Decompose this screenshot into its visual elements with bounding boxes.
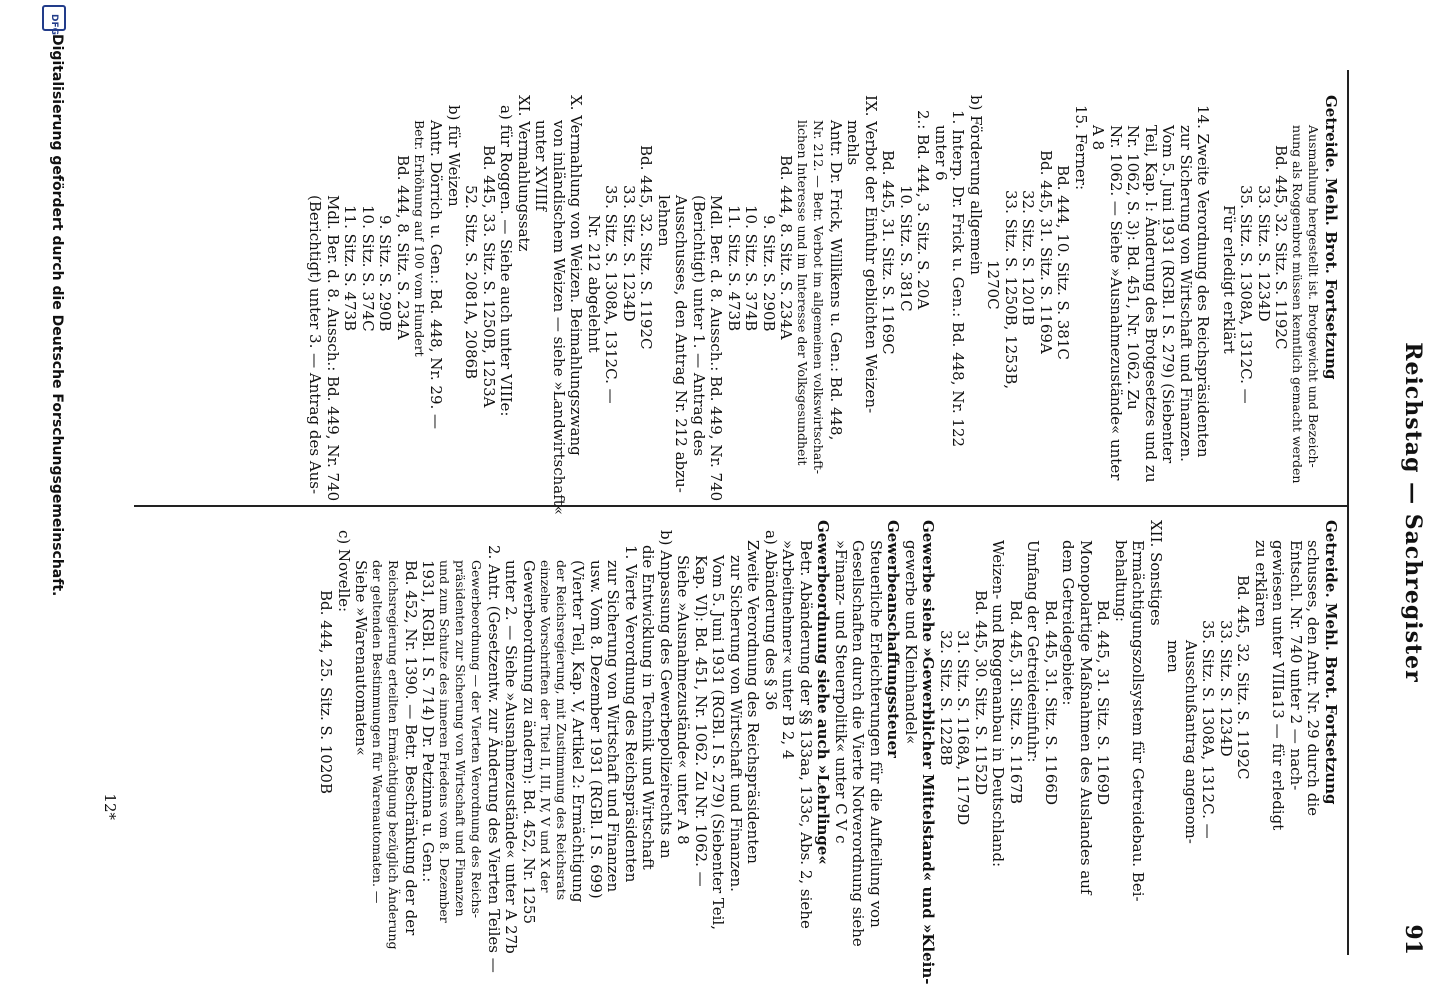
index-line: Betr. Abänderung der §§ 133aa, 133c, Abs. 2, siehe [797,540,815,929]
index-line: Steuerliche Erleichterungen für die Aufteilung von [867,540,885,928]
index-line: lichen Interesse und im Interesse der Volksgesundheit [795,120,811,466]
index-line: gewerbe und Kleinhandel« [902,540,920,745]
index-line: usw. Vom 8. Dezember 1931 (RGBl. I S. 699) [587,560,605,899]
index-line: Bd. 445, 32. Sitz. S. 1192C [637,145,656,350]
index-line: Bd. 444, 8. Sitz. S. 234A [777,155,796,340]
index-line: men [1164,640,1183,673]
index-line: Umfang der Getreideeinfuhr: [1024,540,1043,763]
index-line: 2.: Bd. 444, 3. Sitz. S. 20A [914,110,933,310]
index-line: 33. Sitz. S. 1234D [1217,620,1235,757]
index-line: (Berichtigt) unter 1. — Antrag des [690,195,708,457]
index-line: dem Getreidegebiete: [1059,540,1078,706]
page-title: Reichstag — Sachregister [1400,342,1426,683]
index-line: 1. Vierte Verordnung des Reichspräsidenten [622,545,640,883]
index-line: Bd. 445, 31. Sitz. S. 1169C [879,150,898,355]
index-line: Getreide. Mehl. Brot. Fortsetzung [1322,520,1340,805]
index-line: 35. Sitz. S. 1308A, 1312C. — [1199,620,1218,839]
index-line: zur Sicherung von Wirtschaft und Finanzen. [727,555,745,892]
index-line: einzelne Vorschriften der Titel II, III, IV, V und X der [538,560,553,893]
index-line: 2. Antr. (Gesetzentw. zur Änderung des Vierten Teiles — [485,545,503,973]
index-line: präsidenten zur Sicherung von Wirtschaft und Finanzen [453,560,469,917]
index-line: Siehe »Warenautomaten« [352,560,371,756]
index-line: Entschl. Nr. 740 unter 2 — nach- [1287,540,1305,791]
index-line: 11. Sitz. S. 473B [341,205,360,332]
index-line: Nr. 212 abgelehnt [585,215,603,353]
index-line: Ausschusses, den Antrag Nr. 212 abzu- [672,195,691,493]
index-line: 32. Sitz. S. 1201B [1019,190,1038,326]
dfg-logo-text: DFG [49,14,59,36]
index-line: 15. Ferner: [1072,105,1090,191]
index-line: b) Förderung allgemein [967,95,985,275]
index-line: gewiesen unter VIIIa13 — für erledigt [1269,540,1288,831]
index-line: Gesellschaften durch die Vierte Notverordnung siehe [849,540,868,947]
index-line: a) Abänderung des § 36 [762,530,780,711]
index-line: 10. Sitz. S. 374C [359,205,377,332]
index-line: schusses, den Antr. Nr. 29 durch die [1304,540,1323,816]
index-line: zur Sicherung von Wirtschaft und Finanzen. [1177,125,1195,462]
index-line: unter XVIIIf [532,120,551,212]
index-line: 35. Sitz. S. 1308A, 1312C. — [1237,185,1256,404]
index-line: Nr. 1062. — Siehe »Ausnahmezustände« unter [1107,125,1125,481]
index-line: Vom 5. Juni 1931 (RGBl. I S. 279) (Siebenter [1159,125,1178,464]
index-line: 32. Sitz. S. 1228B [937,630,955,766]
index-line: Getreide. Mehl. Brot. Fortsetzung [1322,95,1340,380]
index-line: Für erledigt erklärt [1220,205,1238,354]
index-line: Vom 5. Juni 1931 (RGBl. I S. 279) (Siebenter Teil, [709,555,728,930]
index-line: unter 2. — Siehe »Ausnahmezustände« unter A 27b [502,560,521,954]
index-line: 33. Sitz. S. 1234D [1255,185,1273,322]
index-line: von inländischem Weizen — siehe »Landwirtschaft« [550,120,568,515]
index-line: Nr. 1062, S. 3): Bd. 451, Nr. 1062. Zu [1124,125,1143,410]
index-line: Weizen- und Roggenanbau in Deutschland: [989,540,1008,868]
index-line: der geltenden Bestimmungen für Warenautomaten. — [370,560,386,904]
index-line: Gewerbeordnung zu ändern): Bd. 452, Nr. 1255 [520,560,538,924]
index-line: (Vierter Teil, Kap. V, Artikel 2: Ermächtigung [569,560,588,903]
dfg-credit [41,0,69,1000]
index-line: Ausmahlung hergestellt ist. Brotgewicht und Bezeich- [1306,125,1322,468]
index-line: Gewerbeanschaffungssteuer [884,520,903,758]
index-line: Reichsregierung erteilten Ermächtigung bezüglich Änderung [386,560,402,950]
index-line: Antr. Dr. Frick, Willikens u. Gen.: Bd. 448, [827,120,845,441]
index-line: 10. Sitz. S. 374B [742,205,761,332]
index-line: Bd. 445, 30. Sitz. S. 1152D [972,590,990,795]
index-line: Ermächtigungszollsystem für Getreidebau. Bei- [1129,540,1148,902]
index-line: nung als Roggenbrot müssen kenntlich gemacht werden [1290,125,1306,484]
index-line: Monopolartige Maßnahmen des Auslandes auf [1077,540,1095,895]
index-line: Gewerbe siehe »Gewerblicher Mittelstand« und »Klein- [919,520,938,985]
index-line: Nr. 212. — Betr. Verbot im allgemeinen volkswirtschaft- [811,120,827,475]
index-line: 52. Sitz. S. 2081A, 2086B [462,185,481,380]
index-line: unter 6 [932,125,950,181]
index-line: Bd. 444, 25. Sitz. S. 1020B [317,590,336,794]
index-line: und zum Schutze des inneren Friedens vom 8. Dezember [437,560,453,923]
page-number: 91 [1400,924,1426,955]
index-line: 10. Sitz. S. 381C [897,185,915,312]
index-line: Bd. 445, 31. Sitz. S. 1166D [1042,600,1060,805]
page-header [1347,70,1434,955]
index-line: Bd. 445, 31. Sitz. S. 1169A [1037,150,1055,354]
index-line: zur Sicherung von Wirtschaft und Finanzen [604,560,623,893]
index-line: Zweite Verordnung des Reichspräsidenten [744,540,763,864]
index-line: b) Anpassung des Gewerbepolizeirechts an [657,530,675,859]
index-line: 33. Sitz. S. 1234D [620,185,638,322]
index-line: XII. Sonstiges [1147,520,1165,626]
index-line: »Arbeitnehmer« unter B 2, 4 [779,540,798,760]
index-line: Siehe »Ausnahmezustände« unter A 8 [674,555,693,845]
index-line: Bd. 445, 32. Sitz. S. 1192C [1272,145,1291,350]
index-line: Kap. VI): Bd. 451, Nr. 1062. Zu Nr. 1062. — [692,555,710,887]
page-signature: 12* [101,793,119,820]
index-line: 14. Zweite Verordnung des Reichspräsidenten [1194,105,1213,458]
index-line: Betr. Erhöhung auf 100 vom Hundert [412,120,427,357]
index-line: der Reichsregierung, mit Zustimmung des Reichsrats [554,560,569,901]
index-line: Bd. 445, 32. Sitz. S. 1192C [1234,575,1253,780]
index-line: c) Novelle: [335,530,353,613]
index-line: IX. Verbot der Einfuhr geblichten Weizen- [862,95,880,414]
index-line: Bd. 444, 8. Sitz. S. 234A [394,155,412,340]
index-line: Ausschußantrag angenom- [1182,640,1200,844]
index-line: zu erklären [1252,540,1270,627]
right-column [317,520,1340,985]
index-line: Bd. 445, 31. Sitz. S. 1167B [1007,600,1025,804]
index-line: 1. Interp. Dr. Frick u. Gen.: Bd. 448, Nr. 122 [949,110,968,448]
index-line: 11. Sitz. S. 473B [725,205,743,332]
index-line: Antr. Dörrich u. Gen.: Bd. 448, Nr. 29. — [427,120,446,430]
index-line: 9. Sitz. S. 290B [376,215,395,332]
index-line: XI. Vermahlungssatz [515,95,533,252]
index-line: Teil, Kap. I: Änderung des Brotgesetzes und zu [1142,125,1160,483]
index-line: Bd. 445, 31. Sitz. S. 1169D [1094,600,1113,805]
index-line: X. Vermahlung von Weizen. Beimahlungszwang [567,95,586,456]
index-line: Bd. 452, Nr. 1390. — Betr. Beschränkung der der [402,560,420,936]
index-line: (Berichtigt) unter 3. — Antrag des Aus- [306,195,325,495]
index-line: 1270C [984,260,1003,310]
index-line: Gewerbeordnung — der Vierten Verordnung des Reichs- [469,560,485,919]
index-line: Bd. 444, 10. Sitz. S. 381C [1054,165,1073,360]
index-line: 1931, RGBl. I S. 714) Dr. Petzinna u. Gen.: [419,560,438,883]
index-line: 35. Sitz. S. 1308A, 1312C. — [602,185,621,404]
index-line: mehls [844,120,863,166]
index-line: b) für Weizen [445,105,463,207]
index-line [1212,95,1220,495]
index-line: 9. Sitz. S. 290B [760,215,778,332]
index-line: Gewerbeordnung siehe auch »Lehrlinge« [814,520,833,865]
index-line: »Finanz- und Steuerpolitik« unter C V c [832,540,850,844]
index-line: A 8 [1089,125,1108,151]
index-line: Mdl. Ber. d. 8. Aussch.: Bd. 449, Nr. 740 [707,195,726,502]
index-line: Mdl. Ber. d. 8. Aussch.: Bd. 449, Nr. 740 [324,195,342,502]
dfg-credit-text: Digitalisierung gefördert durch die Deutsche Forschungsgemeinschaft. [49,34,65,597]
index-line: die Entwicklung in Technik und Wirtschaft [639,545,658,870]
index-line: a) für Roggen. — Siehe auch unter VIIIe: [497,105,516,417]
index-line: 33. Sitz. S. 1250B, 1253B, [1002,190,1020,390]
left-column [306,95,1340,515]
column-divider [134,505,1349,507]
index-line: 31. Sitz. S. 1168A, 1179D [954,630,973,826]
dfg-logo-icon [42,5,66,36]
index-line: behaltung: [1112,540,1130,622]
index-line: Bd. 445, 33. Sitz. S. 1250B, 1253A [480,145,498,408]
index-line: lehnen [655,195,673,247]
